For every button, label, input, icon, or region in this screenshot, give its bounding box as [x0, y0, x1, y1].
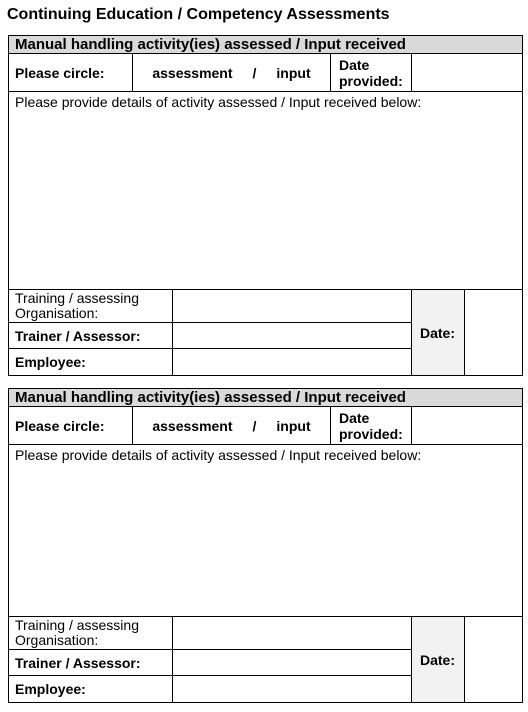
employee-field[interactable]	[173, 676, 412, 703]
details-prompt: Please provide details of activity assessed / Input received below:	[15, 94, 422, 110]
details-field[interactable]	[9, 445, 523, 617]
page-title: Continuing Education / Competency Assessments	[7, 6, 390, 23]
section-header: Manual handling activity(ies) assessed / Input received	[9, 389, 523, 407]
trainer-label: Trainer / Assessor:	[9, 650, 173, 676]
details-prompt: Please provide details of activity assessed / Input received below:	[15, 447, 422, 463]
please-circle-label: Please circle:	[9, 407, 133, 445]
please-circle-label: Please circle:	[9, 54, 133, 92]
option-separator: /	[252, 64, 257, 81]
circle-options	[133, 407, 331, 445]
employee-label: Employee:	[9, 676, 173, 703]
trainer-label: Trainer / Assessor:	[9, 323, 173, 349]
training-org-field[interactable]	[173, 617, 412, 650]
date-provided-field[interactable]	[412, 407, 523, 445]
training-org-field[interactable]	[173, 290, 412, 323]
date-provided-line2: provided:	[339, 425, 403, 442]
date-provided-line1: Date	[339, 409, 370, 426]
date-provided-field[interactable]	[412, 54, 523, 92]
employee-label: Employee:	[9, 349, 173, 376]
date-provided-label	[331, 54, 412, 92]
date-label: Date:	[412, 617, 465, 703]
date-field[interactable]	[465, 617, 523, 703]
details-field[interactable]	[9, 92, 523, 290]
option-assessment[interactable]: assessment	[152, 64, 233, 81]
circle-options	[133, 54, 331, 92]
date-field[interactable]	[465, 290, 523, 376]
date-label: Date:	[412, 290, 465, 376]
section-header: Manual handling activity(ies) assessed / Input received	[9, 36, 523, 54]
option-input[interactable]: input	[276, 417, 311, 434]
trainer-field[interactable]	[173, 650, 412, 676]
date-provided-line2: provided:	[339, 72, 403, 89]
trainer-field[interactable]	[173, 323, 412, 349]
training-org-label	[9, 617, 173, 650]
option-separator: /	[252, 417, 257, 434]
employee-field[interactable]	[173, 349, 412, 376]
date-provided-label	[331, 407, 412, 445]
training-org-line2: Organisation:	[15, 305, 99, 321]
training-org-line2: Organisation:	[15, 632, 99, 648]
assessment-form-2	[8, 388, 523, 703]
assessment-form-1	[8, 35, 523, 376]
training-org-label	[9, 290, 173, 323]
date-provided-line1: Date	[339, 56, 370, 73]
option-input[interactable]: input	[276, 64, 311, 81]
training-org-line1: Training / assessing	[15, 290, 139, 306]
training-org-line1: Training / assessing	[15, 617, 139, 633]
option-assessment[interactable]: assessment	[152, 417, 233, 434]
